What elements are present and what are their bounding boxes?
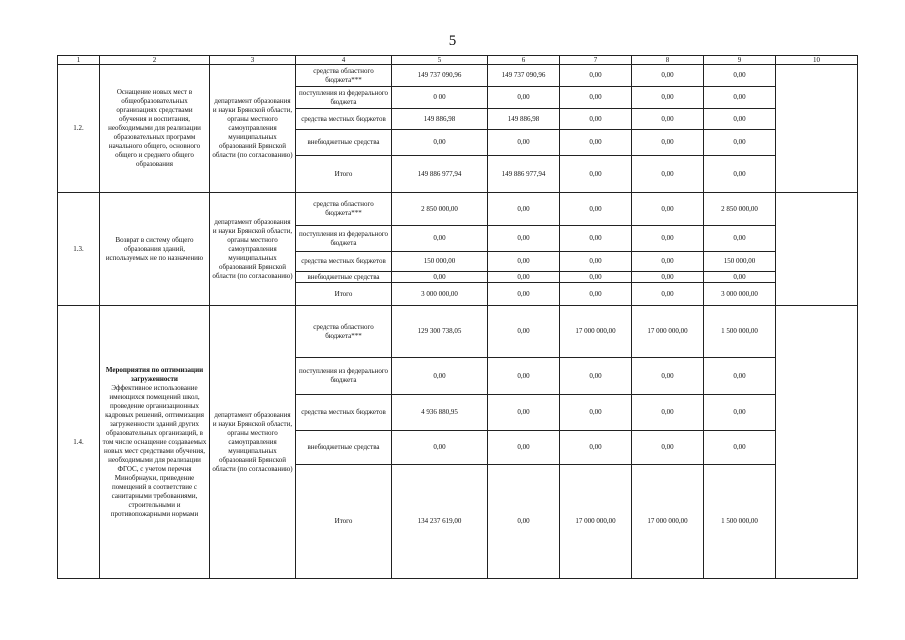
- value-cell: 0,00: [488, 193, 560, 226]
- header-cell: 3: [210, 56, 296, 65]
- value-cell: 0 00: [392, 87, 488, 109]
- value-cell: 149 886 977,94: [488, 156, 560, 193]
- value-cell: 0,00: [704, 272, 776, 283]
- value-cell: 0,00: [632, 358, 704, 395]
- value-cell: 0,00: [560, 431, 632, 465]
- table-header-row: [58, 56, 858, 65]
- value-cell: 0,00: [488, 87, 560, 109]
- table-row: [58, 193, 858, 226]
- source-cell: Итого: [296, 156, 392, 193]
- value-cell: 0,00: [488, 226, 560, 252]
- header-cell: 6: [488, 56, 560, 65]
- page-number: 5: [448, 33, 457, 49]
- value-cell: 17 000 000,00: [632, 306, 704, 358]
- budget-table: [57, 55, 858, 579]
- value-cell: 17 000 000,00: [632, 465, 704, 579]
- value-cell: 3 000 000,00: [704, 283, 776, 306]
- header-cell: 8: [632, 56, 704, 65]
- value-cell: 17 000 000,00: [560, 465, 632, 579]
- value-cell: 0,00: [704, 109, 776, 130]
- value-cell: 0,00: [704, 431, 776, 465]
- empty-cell: [776, 193, 858, 306]
- value-cell: 149 886 977,94: [392, 156, 488, 193]
- header-cell: 10: [776, 56, 858, 65]
- measure-cell: Возврат в систему общего образования зданий, используемых не по назначению: [100, 193, 210, 306]
- value-cell: 150 000,00: [392, 252, 488, 272]
- executor-cell: департамент образования и науки Брянской области, органы местного самоуправления муниципальных образований Брянской области (по согласованию): [210, 306, 296, 579]
- value-cell: 0,00: [560, 358, 632, 395]
- value-cell: 0,00: [560, 87, 632, 109]
- value-cell: 0,00: [488, 272, 560, 283]
- value-cell: 0,00: [392, 226, 488, 252]
- value-cell: 0,00: [392, 358, 488, 395]
- value-cell: 0,00: [632, 109, 704, 130]
- value-cell: 2 850 000,00: [704, 193, 776, 226]
- value-cell: 0,00: [632, 431, 704, 465]
- value-cell: 129 300 738,05: [392, 306, 488, 358]
- value-cell: 0,00: [488, 465, 560, 579]
- value-cell: 0,00: [560, 395, 632, 431]
- value-cell: 0,00: [488, 306, 560, 358]
- value-cell: 4 936 880,95: [392, 395, 488, 431]
- value-cell: 0,00: [632, 283, 704, 306]
- value-cell: 134 237 619,00: [392, 465, 488, 579]
- source-cell: средства местных бюджетов: [296, 252, 392, 272]
- header-cell: 4: [296, 56, 392, 65]
- value-cell: 0,00: [488, 130, 560, 156]
- value-cell: 0,00: [560, 283, 632, 306]
- value-cell: 149 737 090,96: [392, 65, 488, 87]
- measure-cell: Оснащение новых мест в общеобразовательных организациях средствами обучения и воспитания, необходимыми для реализации образовательных программ начального общего, основного общего и среднего общего образования: [100, 65, 210, 193]
- value-cell: 0,00: [704, 395, 776, 431]
- value-cell: 0,00: [704, 358, 776, 395]
- value-cell: 0,00: [488, 395, 560, 431]
- value-cell: 0,00: [632, 130, 704, 156]
- source-cell: поступления из федерального бюджета: [296, 358, 392, 395]
- value-cell: 0,00: [632, 226, 704, 252]
- measure-text: Эффективное использование имеющихся помещений школ, проведение организационных кадровых решений, оптимизация загруженности зданий других образовательных организаций, в том числе оснащение создаваемых новых мест средствами обучения, необходимыми для реализации ФГОС, с учетом перечня Минобрнауки, приведение помещений в соответствие с санитарными требованиями, строительными и противопожарными нормами: [102, 383, 207, 518]
- value-cell: 0,00: [560, 272, 632, 283]
- value-cell: 0,00: [704, 226, 776, 252]
- row-number: 1.3.: [58, 193, 100, 306]
- source-cell: Итого: [296, 465, 392, 579]
- value-cell: 0,00: [488, 252, 560, 272]
- value-cell: 1 500 000,00: [704, 306, 776, 358]
- value-cell: 150 000,00: [704, 252, 776, 272]
- source-cell: средства областного бюджета***: [296, 306, 392, 358]
- value-cell: 0,00: [704, 65, 776, 87]
- measure-lead: Мероприятия по оптимизации загруженности: [105, 365, 204, 383]
- value-cell: 0,00: [632, 395, 704, 431]
- empty-cell: [776, 306, 858, 579]
- value-cell: 0,00: [392, 272, 488, 283]
- table-row: [58, 306, 858, 358]
- value-cell: 0,00: [704, 156, 776, 193]
- value-cell: 0,00: [488, 283, 560, 306]
- header-cell: 2: [100, 56, 210, 65]
- header-cell: 7: [560, 56, 632, 65]
- source-cell: Итого: [296, 283, 392, 306]
- value-cell: 0,00: [632, 156, 704, 193]
- value-cell: 0,00: [488, 431, 560, 465]
- table-row: [58, 65, 858, 87]
- value-cell: 0,00: [488, 358, 560, 395]
- header-cell: 1: [58, 56, 100, 65]
- source-cell: внебюджетные средства: [296, 272, 392, 283]
- empty-cell: [776, 65, 858, 193]
- value-cell: 0,00: [632, 272, 704, 283]
- source-cell: поступления из федерального бюджета: [296, 87, 392, 109]
- value-cell: 2 850 000,00: [392, 193, 488, 226]
- executor-cell: департамент образования и науки Брянской области, органы местного самоуправления муниципальных образований Брянской области (по согласованию): [210, 65, 296, 193]
- row-number: 1.2.: [58, 65, 100, 193]
- value-cell: 0,00: [560, 130, 632, 156]
- value-cell: 0,00: [704, 87, 776, 109]
- value-cell: 0,00: [560, 109, 632, 130]
- value-cell: 0,00: [704, 130, 776, 156]
- value-cell: 0,00: [560, 252, 632, 272]
- source-cell: средства областного бюджета***: [296, 193, 392, 226]
- source-cell: средства местных бюджетов: [296, 395, 392, 431]
- source-cell: средства местных бюджетов: [296, 109, 392, 130]
- source-cell: внебюджетные средства: [296, 431, 392, 465]
- executor-cell: департамент образования и науки Брянской области, органы местного самоуправления муниципальных образований Брянской области (по согласованию): [210, 193, 296, 306]
- value-cell: 0,00: [632, 65, 704, 87]
- value-cell: 0,00: [632, 252, 704, 272]
- header-cell: 9: [704, 56, 776, 65]
- value-cell: 17 000 000,00: [560, 306, 632, 358]
- value-cell: 149 737 090,96: [488, 65, 560, 87]
- source-cell: внебюджетные средства: [296, 130, 392, 156]
- source-cell: средства областного бюджета***: [296, 65, 392, 87]
- row-number: 1.4.: [58, 306, 100, 579]
- value-cell: 0,00: [560, 65, 632, 87]
- value-cell: 0,00: [392, 431, 488, 465]
- value-cell: 149 886,98: [392, 109, 488, 130]
- source-cell: поступления из федерального бюджета: [296, 226, 392, 252]
- value-cell: 0,00: [392, 130, 488, 156]
- value-cell: 149 886,98: [488, 109, 560, 130]
- value-cell: 0,00: [632, 87, 704, 109]
- value-cell: 0,00: [560, 226, 632, 252]
- value-cell: 0,00: [560, 156, 632, 193]
- value-cell: 0,00: [560, 193, 632, 226]
- value-cell: 1 500 000,00: [704, 465, 776, 579]
- header-cell: 5: [392, 56, 488, 65]
- value-cell: 3 000 000,00: [392, 283, 488, 306]
- value-cell: 0,00: [632, 193, 704, 226]
- measure-cell: [100, 306, 210, 579]
